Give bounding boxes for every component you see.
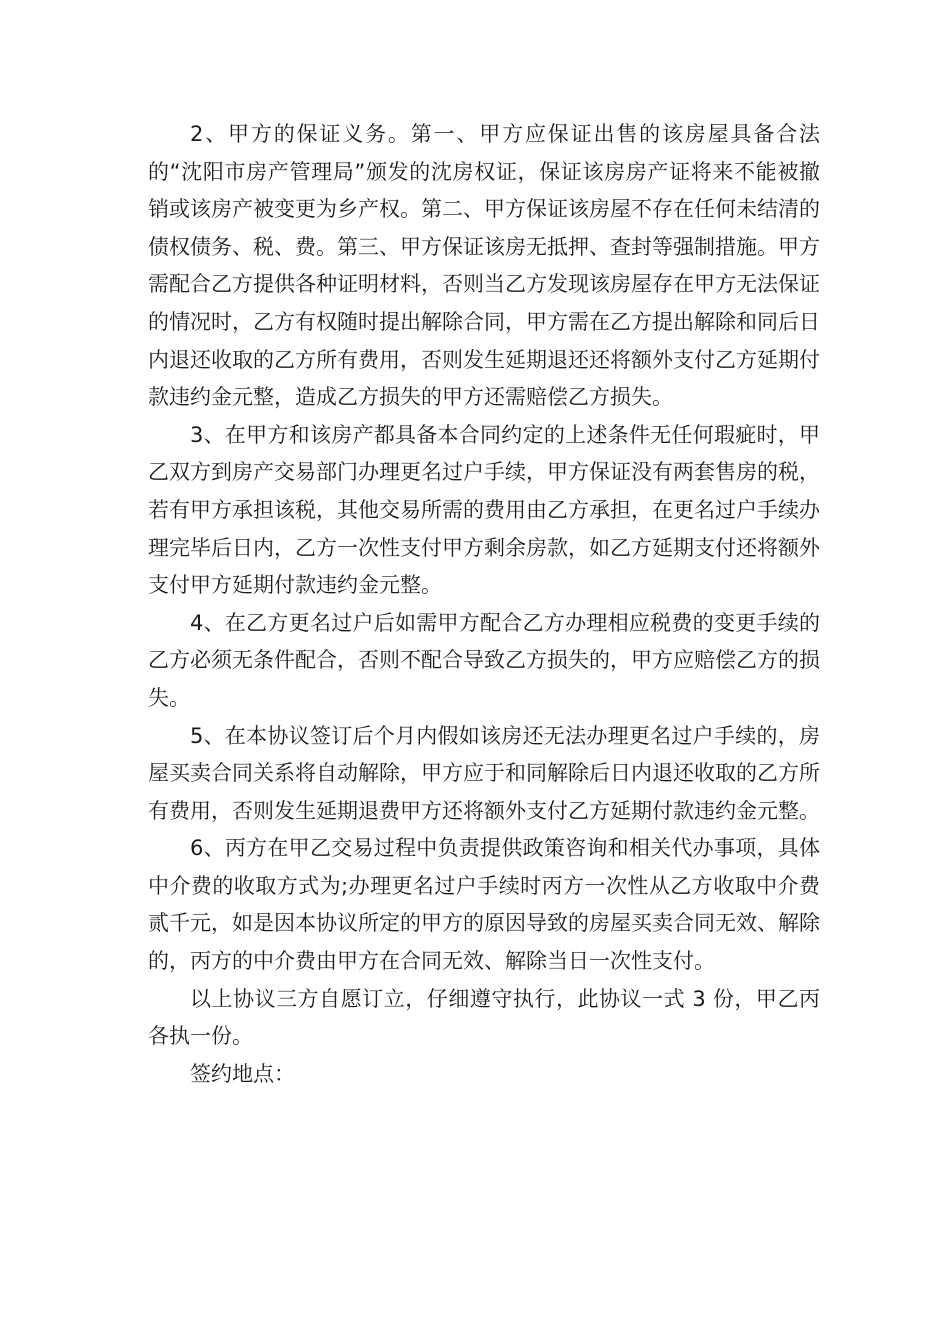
clause-6-paragraph: 6、丙方在甲乙交易过程中负责提供政策咨询和相关代办事项，具体中介费的收取方式为;办理更名过户手续时丙方一次性从乙方收取中介费贰千元，如是因本协议所定的甲方的原因导致的房屋买卖合同无效、解除的，丙方的中介费由甲方在合同无效、解除当日一次性支付。 [148, 836, 820, 974]
signing-location-label: 签约地点： [190, 1061, 295, 1086]
clause-3-paragraph: 3、在甲方和该房产都具备本合同约定的上述条件无任何瑕疵时，甲乙双方到房产交易部门办理更名过户手续，甲方保证没有两套售房的税，若有甲方承担该税，其他交易所需的费用由乙方承担，在更名过户手续办理完毕后日内，乙方一次性支付甲方剩余房款，如乙方延期支付还将额外支付甲方延期付款违约金元整。 [148, 422, 820, 598]
clause-4-paragraph: 4、在乙方更名过户后如需甲方配合乙方办理相应税费的变更手续的乙方必须无条件配合，否则不配合导致乙方损失的，甲方应赔偿乙方的损失。 [148, 610, 820, 710]
clause-5-paragraph: 5、在本协议签订后个月内假如该房还无法办理更名过户手续的，房屋买卖合同关系将自动解除，甲方应于和同解除后日内退还收取的乙方所有费用，否则发生延期退费甲方还将额外支付乙方延期付款违约金元整。 [148, 723, 820, 823]
document-page [148, 116, 820, 1093]
agreement-copies-paragraph: 以上协议三方自愿订立，仔细遵守执行，此协议一式 3 份，甲乙丙各执一份。 [148, 986, 820, 1049]
clause-2-paragraph: 2、甲方的保证义务。第一、甲方应保证出售的该房屋具备合法的“沈阳市房产管理局”颁发的沈房权证，保证该房房产证将来不能被撤销或该房产被变更为乡产权。第二、甲方保证该房屋不存在任何未结清的债权债务、税、费。第三、甲方保证该房无抵押、查封等强制措施。甲方需配合乙方提供各种证明材料，否则当乙方发现该房屋存在甲方无法保证的情况时，乙方有权随时提出解除合同，甲方需在乙方提出解除和同后日内退还收取的乙方所有费用，否则发生延期退还还将额外支付乙方延期付款违约金元整，造成乙方损失的甲方还需赔偿乙方损失。 [148, 122, 820, 410]
